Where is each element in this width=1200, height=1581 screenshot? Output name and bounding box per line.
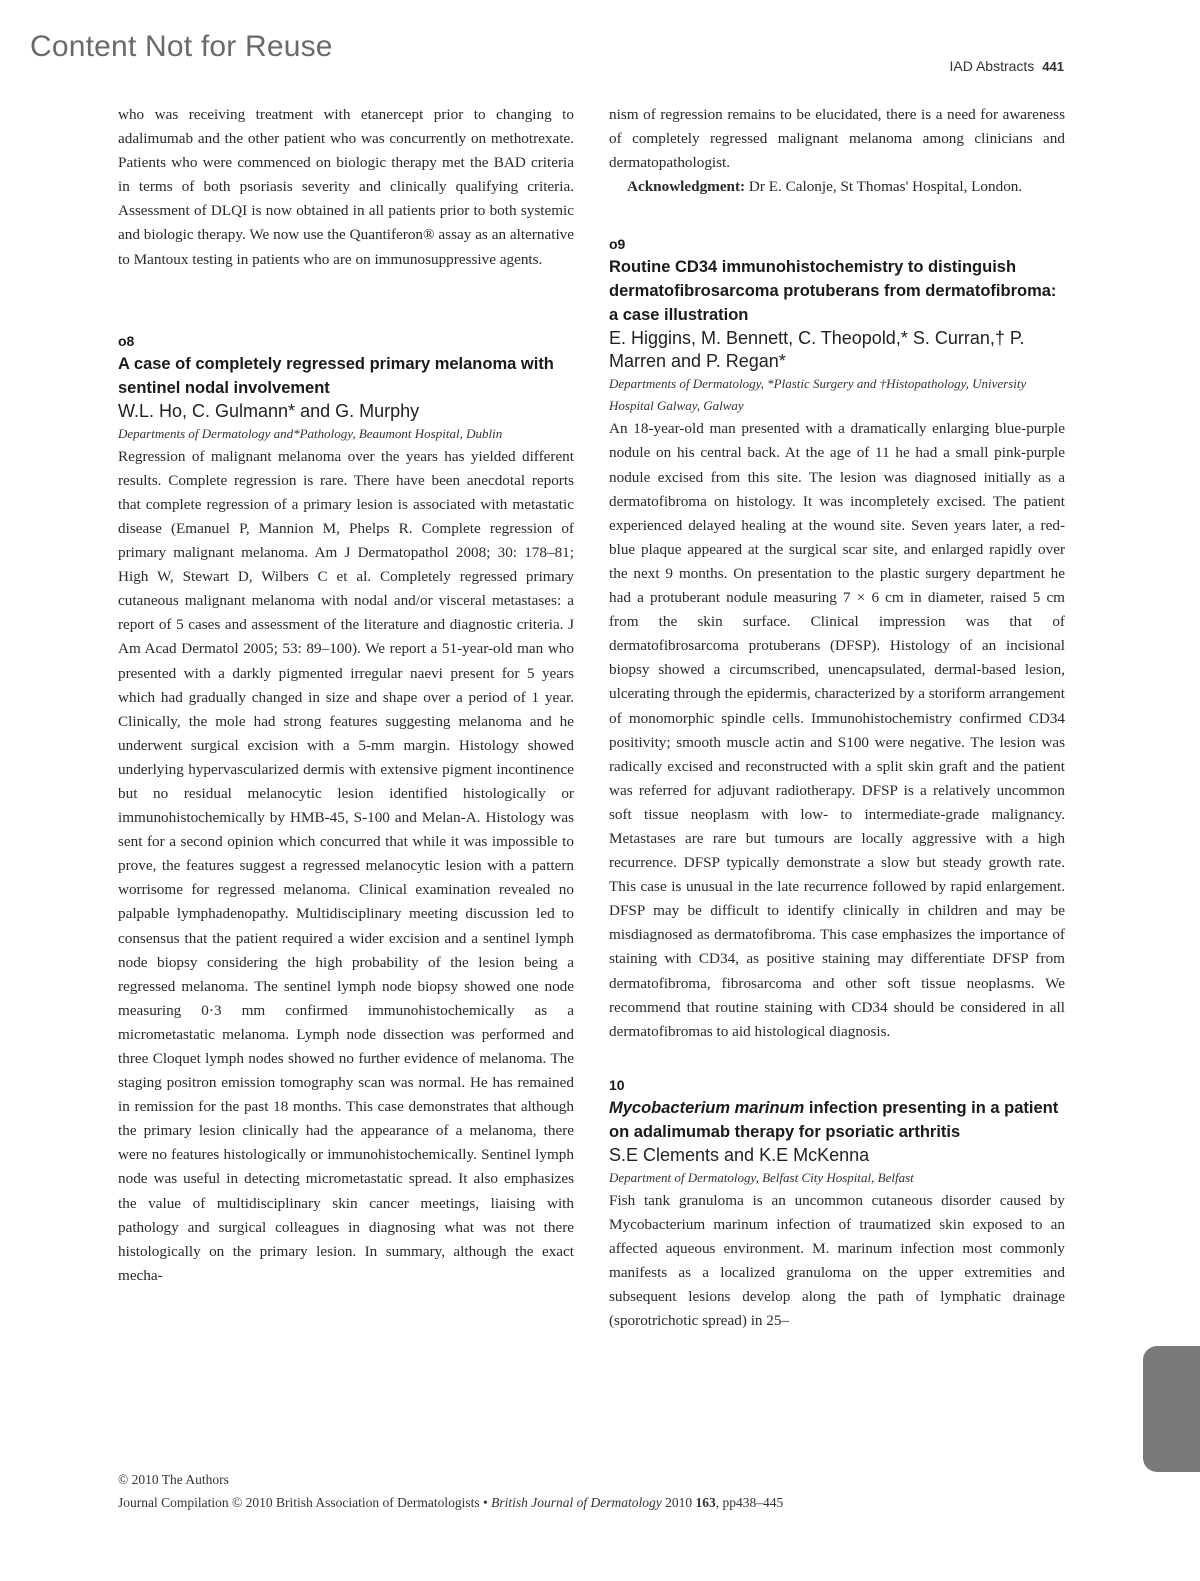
abstract-body: Regression of malignant melanoma over the years has yielded different results. Complete regression is rare. There have been anecdotal reports that complete regression of a primary lesion is associated with metastatic disease (Emanuel P, Mannion M, Phelps R. Complete regression of primary malignant melanoma. Am J Dermatopathol 2008; 30: 178–81; High W, Stewart D, Wilbers C et al. Completely regressed primary cutaneous malignant melanoma with nodal and/or visceral metastases: a report of 5 cases and assessment of the literature and diagnostic criteria. J Am Acad Dermatol 2005; 53: 89–100). We report a 51-year-old man who presented with a darkly pigmented irregular naevi present for 5 years which had gradually changed in size and shape over a period of 1 year. Clinically, the mole had strong features suggesting melanoma and he underwent surgical excision with a 5-mm margin. Histology showed underlying hypervascularized dermis with extensive pigment incontinence but no residual melanocytic lesion identified histologically or immunohistochemically by HMB-45, S-100 and Melan-A. Histology was sent for a second opinion which concurred that while it was impossible to prove, the features suggest a regressed melanocytic lesion with a pattern worrisome for regressed melanoma. Clinical examination revealed no palpable lymphadenopathy. Multidisciplinary meeting discussion led to consensus that the patient required a wider excision and a sentinel lymph node biopsy considering the high probability of the lesion being a regressed melanoma. The sentinel lymph node biopsy showed one node measuring 0·3 mm confirmed immunohistochemically as a micrometastatic melanoma. Lymph node dissection was performed and three Cloquet lymph nodes showed no further evidence of melanoma. The staging positron emission tomography scan was normal. He has remained in remission for the past 18 months. This case demonstrates that although the primary lesion clinically had the appearance of a melanoma, there were no features histologically or immunohistochemically. Sentinel lymph node was useful in detecting micrometastatic spread. It also emphasizes the value of multidisciplinary skin cancer meetings, liaising with pathology and surgical colleagues in diagnosing what was not there histologically on the primary lesion. In summary, although the exact mecha- [118,447,574,1284]
abstract-number: o8 [118,332,135,349]
abstract-authors: S.E Clements and K.E McKenna [609,1144,870,1165]
abstract-number: 10 [609,1076,625,1093]
page-edge-tab [1143,1346,1200,1472]
abstract-authors: E. Higgins, M. Bennett, C. Theopold,* S. Curran,† P. Marren and P. Regan* [609,328,1025,372]
continuation-text: nism of regression remains to be elucidated, there is a need for awareness of completely regressed malignant melanoma among clinicians and dermatopathologist. [609,106,1065,172]
running-title: IAD Abstracts [949,58,1035,74]
abstract-title [609,1096,1065,1144]
footer-year: 2010 [661,1495,696,1510]
right-column [609,103,1065,1333]
watermark: Content Not for Reuse [30,30,333,63]
abstract-body: Fish tank granuloma is an uncommon cutaneous disorder caused by Mycobacterium marinum infection of traumatized skin exposed to an affected aqueous environment. M. marinum infection most commonly manifests as a localized granuloma on the upper extremities and subsequent lesions develop along the path of lymphatic drainage (sporotrichotic spread) in 25– [609,1191,1065,1330]
footer [118,1468,783,1514]
abstract-title-rest: infection presenting in a patient on adalimumab therapy for psoriatic arthritis [609,1098,1059,1141]
acknowledgment-label: Acknowledgment: [627,178,746,196]
abstract-title: Routine CD34 immunohistochemistry to distinguish dermatofibrosarcoma protuberans from dermatofibroma: a case illustration [609,258,1057,325]
abstract-body: An 18-year-old man presented with a dramatically enlarging blue-purple nodule on his central back. At the age of 11 he had a small pink-purple nodule excised from this site. The lesion was diagnosed initially as a dermatofibroma on histology. It was incompletely excised. The patient experienced delayed healing at the wound site. Seven years later, a red-blue plaque appeared at the surgical scar site, and enlarged rapidly over the next 9 months. On presentation to the plastic surgery department he had a protuberant nodule measuring 7 × 6 cm in diameter, raised 5 cm from the skin surface. Clinical impression was that of dermatofibrosarcoma protuberans (DFSP). Histology of an incisional biopsy showed a circumscribed, unencapsulated, dermal-based lesion, ulcerating through the epidermis, characterized by a storiform arrangement of monomorphic spindle cells. Immunohistochemistry confirmed CD34 positivity; smooth muscle actin and S100 were negative. The lesion was radically excised and reconstructed with a split skin graft and the patient was referred for adjuvant radiotherapy. DFSP is a relatively uncommon soft tissue neoplasm with low- to intermediate-grade malignancy. Metastases are rare but tumours are locally aggressive with a high recurrence. DFSP typically demonstrate a slow but steady growth rate. This case is unusual in the late recurrence followed by rapid enlargement. DFSP may be difficult to identify clinically in children and may be misdiagnosed as dermatofibroma. This case emphasizes the importance of staining with CD34, as positive staining may differentiate DFSP from dermatofibroma, fibrosarcoma and other soft tissue neoplasms. We recommend that routine staining with CD34 should be considered in all dermatofibromas to aid histological diagnosis. [609,420,1065,1040]
continuation-text: who was receiving treatment with etanercept prior to changing to adalimumab and the other patient who was concurrently on methotrexate. Patients who were commenced on biologic therapy met the BAD criteria in terms of both psoriasis severity and clinically qualifying criteria. Assessment of DLQI is now obtained in all patients prior to both systemic and biologic therapy. We now use the Quantiferon® assay as an alternative to Mantoux testing in patients who are on immunosuppressive agents. [118,106,574,268]
abstract-affiliation: Departments of Dermatology and*Pathology, Beaumont Hospital, Dublin [118,425,503,441]
abstract-title: A case of completely regressed primary melanoma with sentinel nodal involvement [118,354,554,397]
abstract-affiliation: Departments of Dermatology, *Plastic Surgery and †Histopathology, University Hospital Galway, Galway [609,376,1027,414]
abstract-authors: W.L. Ho, C. Gulmann* and G. Murphy [118,400,420,421]
page-number: 441 [1042,59,1064,74]
footer-journal: British Journal of Dermatology [491,1495,662,1510]
footer-copyright: © 2010 The Authors [118,1472,229,1487]
footer-pages: , pp438–445 [715,1495,784,1510]
abstract-number: o9 [609,236,626,253]
footer-compilation: Journal Compilation © 2010 British Association of Dermatologists • [118,1495,492,1510]
abstract-affiliation: Department of Dermatology, Belfast City Hospital, Belfast [609,1169,914,1185]
left-column [118,103,574,1288]
acknowledgment [609,175,1065,199]
abstract-title-italic: Mycobacterium marinum [609,1098,805,1117]
footer-volume: 163 [695,1495,716,1510]
running-head [949,58,1064,74]
footer-journal-line [118,1491,783,1514]
acknowledgment-text: Dr E. Calonje, St Thomas' Hospital, London. [748,178,1023,196]
